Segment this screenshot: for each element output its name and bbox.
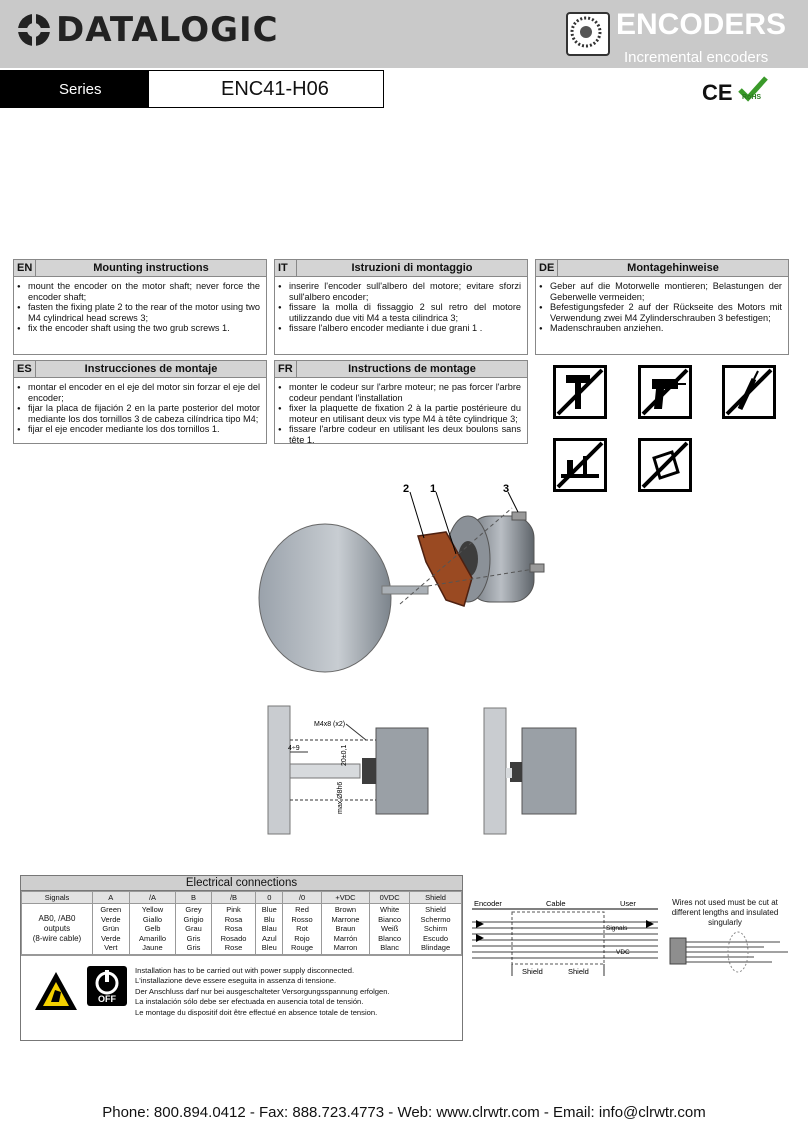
instructions-title: Montagehinweise [627, 262, 719, 274]
power-warning-text [135, 966, 390, 1019]
col-header: 0 [256, 892, 283, 904]
instructions-fr [274, 360, 528, 444]
category-subtitle: Incremental encoders [624, 49, 769, 66]
instruction-item: ● fixer la plaquette de fixation 2 à la partie postérieure du moteur en utilisant deux vis type M4 à tête cylindrique 3; [289, 403, 521, 424]
lang-code: FR [275, 361, 297, 377]
mounting-exploded-diagram [250, 478, 570, 688]
col-header: 0VDC [370, 892, 410, 904]
wiring-vdc-label: VDC [616, 949, 630, 956]
instructions-title: Mounting instructions [93, 262, 209, 274]
instruction-item: ● Befestigungsfeder 2 auf der Rückseite des Motors mit Verwendung zwei M4 Zylinderschrauben 3 befestigen; [550, 302, 782, 323]
series-value: ENC41-H06 [221, 77, 329, 100]
instruction-item: ● montar el encoder en el eje del motor sin forzar el eje del encoder; [28, 382, 260, 403]
ce-mark: CE [702, 80, 733, 105]
warning-line: La instalación sólo debe ser efectuada en ausencia total de tensión. [135, 997, 364, 1007]
instruction-item: ● inserire l'encoder sull'albero del motore; evitare sforzi sull'albero encoder; [289, 281, 521, 302]
rohs-label: RoHS [742, 94, 762, 101]
warning-line: Installation has to be carried out with power supply disconnected. [135, 965, 355, 975]
no-drill-icon [638, 365, 692, 419]
no-hammer-icon [553, 365, 607, 419]
unused-wires-diagram [668, 922, 790, 978]
instruction-item: ● mount the encoder on the motor shaft; never force the encoder shaft; [28, 281, 260, 302]
wiring-shield-left: Shield [522, 967, 543, 976]
col-header: Signals [22, 892, 93, 904]
instruction-item: ● fijar el eje encoder mediante los dos tornillos 1. [28, 424, 260, 435]
brand-name: DATALOGIC [56, 10, 279, 50]
instruction-item: ● monter le codeur sur l'arbre moteur; ne pas forcer l'arbre codeur pendant l'installation [289, 382, 521, 403]
off-label: OFF [98, 993, 116, 1004]
color-cell: White Bianco Weiß Blanco Blanc [370, 904, 410, 955]
rohs-icon [736, 76, 770, 106]
lang-code: IT [275, 260, 297, 276]
footer-contact: Phone: 800.894.0412 - Fax: 888.723.4773 - Web: www.clrwtr.com - Email: info@clrwtr.com [102, 1104, 706, 1121]
dim-shaft-label: max Ø8h6 [337, 781, 344, 814]
wiring-signals-label: Signals [606, 925, 628, 932]
series-label: Series [1, 71, 149, 107]
instruction-item: ● fasten the fixing plate 2 to the rear of the motor using two M4 cylindrical head screws 3; [28, 302, 260, 323]
lang-code: ES [14, 361, 36, 377]
instructions-es [13, 360, 267, 444]
col-header: +VDC [321, 892, 369, 904]
instructions-de [535, 259, 789, 355]
instructions-title: Instructions de montage [348, 363, 476, 375]
col-header: B [176, 892, 211, 904]
instruction-item: ● fijar la placa de fijación 2 en la parte posterior del motor mediante los dos tornillos 3 de cabeza cilíndrica tipo M4; [28, 403, 260, 424]
warning-line: Der Anschluss darf nur bei ausgeschalteter Versorgungsspannung erfolgen. [135, 986, 390, 996]
electrical-connections-table [20, 875, 463, 1041]
color-cell: Red Rosso Rot Rojo Rouge [283, 904, 322, 955]
color-cell: Blue Blu Blau Azul Bleu [256, 904, 283, 955]
instruction-item: ● fissare l'albero encoder mediante i due grani 1 . [289, 323, 521, 334]
wiring-shield-right: Shield [568, 967, 589, 976]
brand-logo [16, 10, 279, 50]
color-cell: Yellow Giallo Gelb Amarillo Jaune [129, 904, 176, 955]
esd-warning-icon [33, 970, 79, 1012]
instructions-it [274, 259, 528, 355]
color-cell: Brown Marrone Braun Marrón Marron [321, 904, 369, 955]
series-box [0, 70, 384, 108]
col-header: /B [211, 892, 256, 904]
color-cell: Pink Rosa Rosa Rosado Rose [211, 904, 256, 955]
callout-1: 1 [430, 483, 437, 495]
dim-diam-label: 20±0,1 [341, 744, 348, 766]
dim-screw-label: M4x8 (x2) [314, 721, 346, 728]
warning-line: Le montage du dispositif doit être effectué en absence totale de tension. [135, 1007, 378, 1017]
color-cell: Grey Grigio Grau Gris Gris [176, 904, 211, 955]
instructions-en [13, 259, 267, 355]
dimension-drawing-left [266, 704, 436, 836]
col-header: Shield [410, 892, 462, 904]
dimension-drawing-right [482, 706, 578, 836]
callout-3: 3 [503, 483, 510, 495]
color-cell: Shield Schermo Schirm Escudo Blindage [410, 904, 462, 955]
cable-wiring-diagram [472, 896, 658, 982]
callout-2: 2 [403, 483, 410, 495]
category-title: ENCODERS [616, 8, 787, 41]
instructions-title: Instrucciones de montaje [84, 363, 218, 375]
dim-depth-label: 4÷9 [288, 745, 300, 752]
col-header: A [93, 892, 130, 904]
wiring-user-label: User [620, 899, 636, 908]
wiring-note: Wires not used must be cut at different lengths and insulated singularly [671, 898, 779, 927]
electrical-title: Electrical connections [21, 876, 462, 891]
instruction-item: ● fissare la molla di fissaggio 2 sul retro del motore utilizzando due viti M4 a testa cilindrica 3; [289, 302, 521, 323]
signals-cell: AB0, /AB0 outputs (8-wire cable) [22, 904, 93, 955]
instruction-item: ● fix the encoder shaft using the two grub screws 1. [28, 323, 260, 334]
instruction-item: ● Geber auf die Motorwelle montieren; Belastungen der Geberwelle vermeiden; [550, 281, 782, 302]
instruction-item: ● Madenschrauben anziehen. [550, 323, 782, 334]
wiring-encoder-label: Encoder [474, 899, 502, 908]
instructions-title: Istruzioni di montaggio [351, 262, 473, 274]
lang-code: EN [14, 260, 36, 276]
no-screwdriver-icon [722, 365, 776, 419]
encoder-disc-icon [566, 12, 610, 56]
col-header: /0 [283, 892, 322, 904]
no-tilt-icon [638, 438, 692, 492]
color-cell: Green Verde Grün Verde Vert [93, 904, 130, 955]
power-off-icon [87, 966, 127, 1014]
power-warning-row [21, 955, 462, 1040]
datalogic-logo-icon [16, 12, 52, 48]
lang-code: DE [536, 260, 558, 276]
warning-line: L'installazione deve essere eseguita in assenza di tensione. [135, 976, 337, 986]
wiring-cable-label: Cable [546, 899, 566, 908]
instruction-item: ● fissare l'arbre codeur en utilisant les deux boulons sans tête 1. [289, 424, 521, 445]
col-header: /A [129, 892, 176, 904]
